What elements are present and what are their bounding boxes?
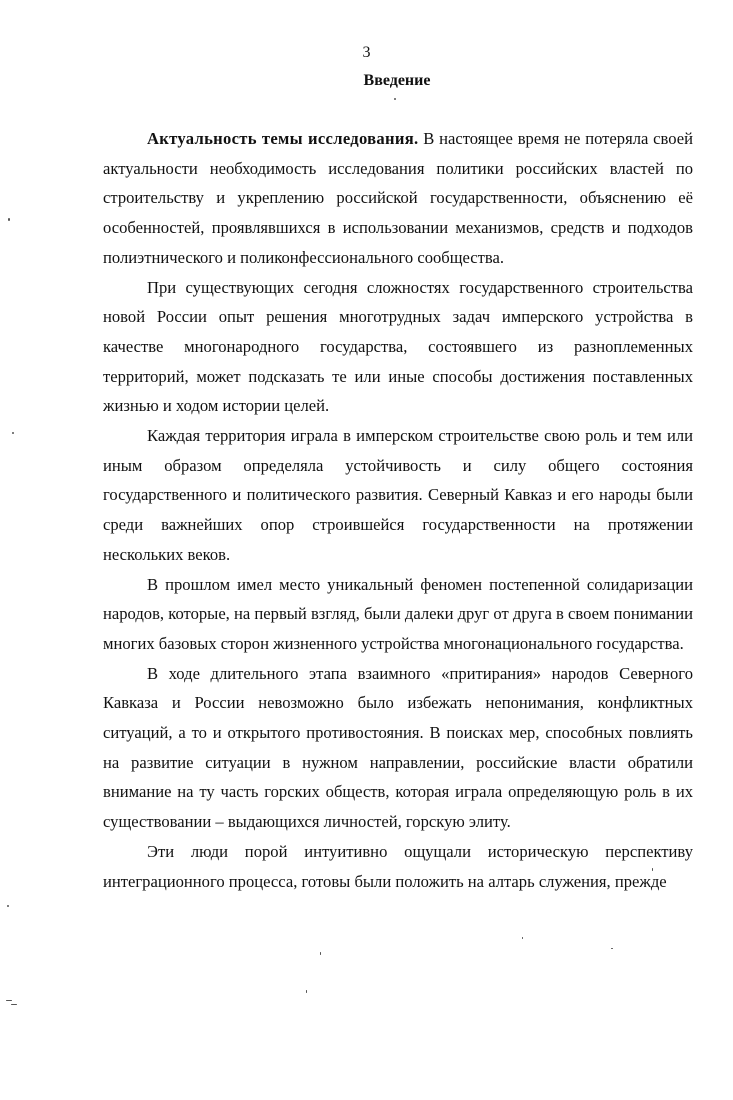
paragraph: Эти люди порой интуитивно ощущали историческую перспективу интеграционного процесса, готовы были положить на алтарь служения, прежде (103, 841, 693, 891)
body-text (103, 124, 693, 896)
scan-speck (394, 98, 396, 100)
scan-speck (7, 905, 9, 907)
scan-speck (522, 937, 523, 939)
scan-speck (6, 1000, 12, 1001)
scan-speck (306, 990, 307, 993)
scan-speck (11, 1004, 17, 1005)
page-number: 3 (362, 44, 371, 61)
paragraph-lead: Актуальность темы исследования. (147, 129, 419, 148)
scan-speck (320, 952, 321, 955)
paragraph: В ходе длительного этапа взаимного «притирания» народов Северного Кавказа и России невозможно было избежать непонимания, конфликтных ситуаций, а то и открытого противостояния. В поисках мер, способных повлиять на развитие ситуации в нужном направлении, российские власти обратили внимание на ту часть горских обществ, которая играла определяющую роль в их существовании – выдающихся личностей, горскую элиту. (103, 663, 693, 832)
scan-speck (12, 432, 14, 434)
paragraph (103, 124, 693, 273)
paragraph-text: В настоящее время не потеряла своей актуальности необходимость исследования политики российских властей по строительству и укреплению российской государственности, объяснению её особенностей, проявлявшихся в использовании механизмов, средств и подходов полиэтнического и поликонфессионального сообщества. (103, 129, 693, 267)
scan-speck (652, 868, 653, 871)
paragraph: В прошлом имел место уникальный феномен постепенной солидаризации народов, которые, на первый взгляд, были далеки друг от друга в своем понимании многих базовых сторон жизненного устройства многонационального государства. (103, 574, 693, 653)
paragraph: Каждая территория играла в имперском строительстве свою роль и тем или иным образом определяла устойчивость и силу общего состояния государственного и политического развития. Северный Кавказ и его народы были среди важнейших опор строившейся государственности на протяжении нескольких веков. (103, 426, 693, 564)
scan-speck (611, 948, 613, 949)
section-heading: Введение (363, 72, 431, 89)
scan-speck (8, 218, 10, 221)
paragraph: При существующих сегодня сложностях государственного строительства новой России опыт решения многотрудных задач имперского устройства в качестве многонародного государства, состоявшего из разноплеменных территорий, может подсказать те или иные способы достижения поставленных жизнью и ходом истории целей. (103, 277, 693, 416)
